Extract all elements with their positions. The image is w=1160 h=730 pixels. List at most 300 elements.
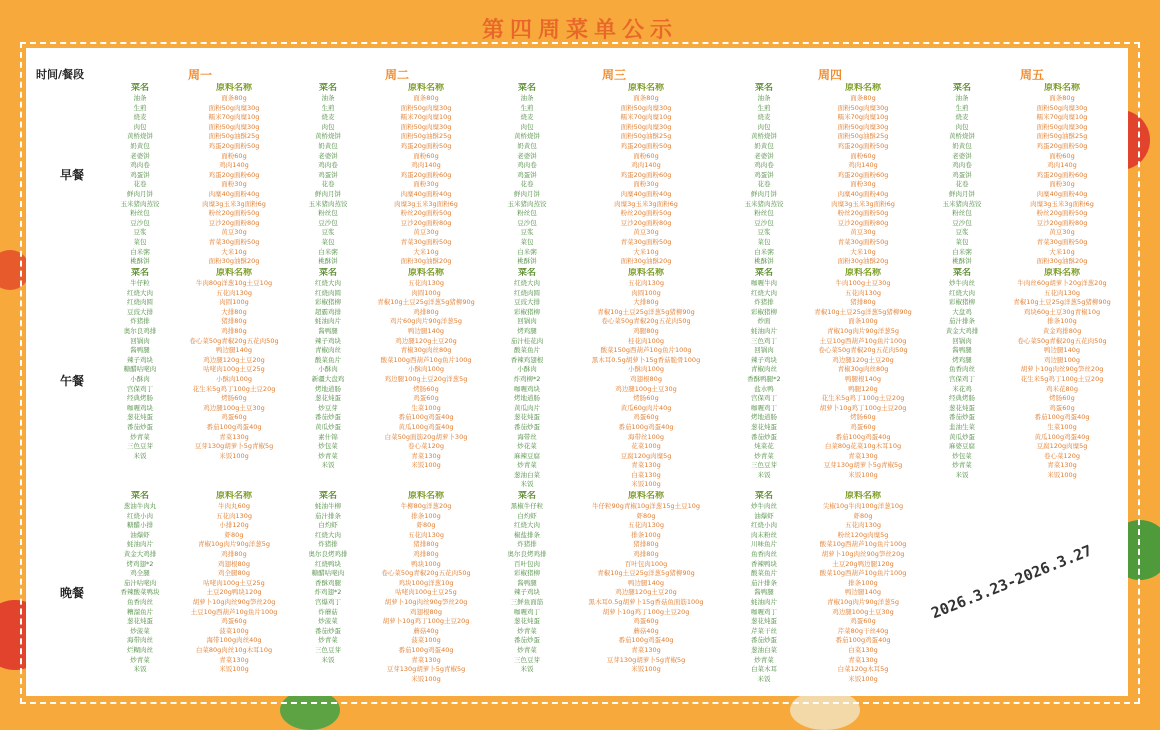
dish-cell: 糖醋小排	[127, 521, 153, 530]
time-meal-label: 时间/餐段	[36, 68, 85, 81]
ingredient-cell: 黄瓜100g鸡蛋40g	[1034, 432, 1090, 441]
dish-cell: 菜包	[955, 237, 969, 246]
ingredient-cell: 牛肉80g洋葱10g土豆10g	[195, 279, 273, 287]
dish-cell: 肉包	[520, 122, 534, 131]
dish-cell: 肉末粉丝	[751, 530, 777, 539]
dish-cell: 炖菜花	[754, 442, 774, 451]
ingredient-cell: 面粉50g肉糜30g	[208, 103, 260, 112]
dish-cell: 黄瓜肉片	[514, 403, 540, 412]
dish-cell: 玉米猪肉蒸饺	[744, 199, 784, 208]
dish-cell: 肉包	[133, 122, 147, 131]
ingredient-cell: 米饭100g	[848, 470, 878, 479]
ingredient-cell: 面粉50g肉糜30g	[1036, 103, 1088, 112]
dish-cell: 玉米猪肉蒸饺	[308, 199, 348, 208]
dish-cell: 桃酥饼	[318, 257, 338, 266]
dish-cell: 番茄炒蛋	[315, 626, 341, 635]
ingredient-cell: 五花肉130g	[844, 521, 882, 530]
ingredient-cell: 青菜30g面粉50g	[620, 237, 672, 246]
dish-cell: 咖喱牛肉	[751, 279, 777, 287]
ingredient-cell: 肉糜3g玉米3g面粉6g	[1030, 199, 1094, 208]
dish-cell: 红烧大肉	[315, 279, 341, 287]
dish-header: 菜名	[130, 268, 149, 278]
dish-cell: 川味鱼片	[751, 540, 777, 549]
dish-cell: 回锅肉	[754, 346, 774, 355]
ingredient-cell: 青菜30g面粉50g	[208, 237, 260, 246]
dish-header: 菜名	[318, 491, 337, 501]
dish-header: 菜名	[130, 83, 149, 93]
dish-cell: 肉包	[321, 122, 335, 131]
ingredient-cell: 青菜130g	[631, 645, 661, 654]
ingredient-cell: 肉糜40g面粉40g	[1036, 189, 1088, 198]
ingredient-cell: 卷心菜50g青椒20g五花肉50g	[189, 336, 279, 345]
ingredient-cell: 番茄100g鸡蛋40g	[618, 636, 674, 645]
ingredient-cell: 胡萝卜10g肉丝90g笋丝20g	[384, 597, 468, 606]
ingredient-cell: 芹菜80g干丝40g	[837, 626, 889, 635]
lunch-ingredient-column-tue	[366, 268, 486, 471]
ingredient-cell: 大米10g	[850, 247, 876, 256]
ingredient-header: 原料名称	[844, 491, 881, 501]
ingredient-cell: 鸡蛋60g	[221, 413, 247, 422]
ingredient-cell: 面粉60g	[1049, 151, 1075, 160]
dish-cell: 豆浆	[520, 228, 534, 237]
dish-cell: 豆豉大排	[514, 298, 540, 307]
dish-header: 菜名	[952, 268, 971, 278]
ingredient-cell: 卷心菜50g青椒20g五花肉50g	[381, 569, 471, 578]
ingredient-cell: 酸菜10g西葫芦10g鱼片100g	[819, 569, 907, 578]
dish-cell: 经典烤肠	[127, 394, 153, 403]
dish-cell: 肉包	[757, 122, 771, 131]
dish-cell: 豆豉大排	[127, 307, 153, 316]
dish-header: 菜名	[517, 268, 536, 278]
ingredient-cell: 黄金鸡排80g	[1042, 326, 1082, 335]
ingredient-cell: 肉糜3g玉米3g面粉6g	[394, 199, 458, 208]
dish-cell: 葱花炖蛋	[751, 422, 777, 431]
dish-cell: 葱油白菜	[751, 645, 777, 654]
dish-cell: 炸猪排	[130, 317, 150, 326]
ingredient-cell: 青椒10g土豆25g洋葱5g猪柳90g	[597, 307, 695, 316]
ingredient-cell: 烤肠60g	[221, 394, 247, 403]
dish-cell: 烤地道肠	[751, 413, 777, 422]
ingredient-cell: 鸡排80g	[221, 326, 247, 335]
ingredient-header: 原料名称	[407, 83, 444, 93]
ingredient-cell: 鸡米花80g	[1046, 384, 1078, 393]
dinner-ingredient-column-mon	[178, 491, 290, 675]
ingredient-cell: 土豆20g鸭块120g	[206, 588, 262, 597]
ingredient-header: 原料名称	[844, 268, 881, 278]
ingredient-cell: 面粉50g油酥25g	[400, 132, 452, 141]
ingredient-cell: 面粉30g油酥20g	[400, 257, 452, 266]
dish-cell: 炒豆芽	[318, 403, 338, 412]
ingredient-header: 原料名称	[215, 491, 252, 501]
dish-cell: 红烧肉圆	[315, 288, 341, 297]
dish-cell: 炒青菜	[517, 626, 537, 635]
ingredient-cell: 面条80g	[1049, 94, 1075, 102]
dish-cell: 彩椒猪柳	[514, 307, 540, 316]
dish-cell: 烧麦	[955, 113, 969, 122]
dish-cell: 白米粥	[754, 247, 774, 256]
ingredient-cell: 鸡片60g肉片90g洋葱5g	[389, 317, 463, 326]
ingredient-cell: 鸡边腿100g土豆30g	[832, 607, 894, 616]
plate-decoration	[790, 690, 860, 730]
dish-cell: 菜包	[757, 237, 771, 246]
ingredient-cell: 豆芽130g胡萝卜5g青椒5g	[823, 461, 903, 470]
ingredient-cell: 鸡蛋20g面粉50g	[208, 141, 260, 150]
dish-cell: 白灼虾	[318, 521, 338, 530]
dish-header: 菜名	[517, 83, 536, 93]
dish-cell: 奶黄包	[130, 141, 150, 150]
ingredient-cell: 面粉50g肉糜30g	[620, 103, 672, 112]
dish-cell: 炸猪排	[754, 298, 774, 307]
ingredient-cell: 肉圆100g	[631, 288, 661, 297]
ingredient-cell: 米饭100g	[411, 674, 441, 683]
ingredient-cell: 鸡肉140g	[219, 161, 249, 170]
ingredient-cell: 米饭100g	[631, 665, 661, 674]
dish-cell: 红烧肉圆	[514, 288, 540, 297]
dish-cell: 桃酥饼	[754, 257, 774, 266]
dish-cell: 香酥鸡腿	[315, 578, 341, 587]
ingredient-cell: 牛肉丝60g胡萝卜20g洋葱20g	[1017, 279, 1107, 287]
ingredient-cell: 糯米70g肉糜10g	[400, 113, 452, 122]
ingredient-cell: 青椒10g肉片90g洋葱5g	[826, 326, 900, 335]
ingredient-cell: 咕咾肉100g土豆25g	[395, 588, 457, 597]
dish-cell: 米饭	[520, 665, 534, 674]
dish-header: 菜名	[754, 268, 773, 278]
ingredient-cell: 青菜130g	[219, 432, 249, 441]
dish-cell: 鲜肉月饼	[751, 189, 777, 198]
ingredient-cell: 面粉50g油酥25g	[1036, 132, 1088, 141]
dish-cell: 奶黄包	[318, 141, 338, 150]
ingredient-cell: 豆腐120g肉糜5g	[620, 451, 672, 460]
ingredient-cell: 胡萝卜10g鸡丁100g土豆20g	[819, 403, 907, 412]
dish-cell: 番茄炒蛋	[949, 413, 975, 422]
ingredient-cell: 面粉60g	[850, 151, 876, 160]
dish-cell: 米饭	[520, 480, 534, 489]
dish-cell: 鸡蛋饼	[754, 170, 774, 179]
dish-header: 菜名	[754, 83, 773, 93]
meal-lunch: 午餐	[60, 374, 85, 388]
ingredient-cell: 面粉50g肉糜30g	[400, 122, 452, 131]
dish-cell: 咖喱鸡块	[127, 403, 153, 412]
day-monday: 周一	[188, 68, 213, 82]
dish-cell: 烤鸡翅*2	[126, 559, 154, 568]
ingredient-cell: 鸡边腿100g土豆30g	[615, 384, 677, 393]
dish-cell: 米饭	[133, 665, 147, 674]
ingredient-cell: 黄豆30g	[1049, 228, 1075, 237]
ingredient-header: 原料名称	[627, 491, 664, 501]
dish-cell: 烤鸡腿	[952, 355, 972, 364]
dish-cell: 辣子鸡块	[514, 588, 540, 597]
ingredient-cell: 糯米70g肉糜10g	[1036, 113, 1088, 122]
dish-cell: 炒青菜	[952, 461, 972, 470]
ingredient-header: 原料名称	[627, 83, 664, 93]
ingredient-cell: 番茄100g鸡蛋40g	[398, 413, 454, 422]
day-tuesday: 周二	[385, 68, 410, 82]
ingredient-cell: 肉糜40g面粉40g	[208, 189, 260, 198]
ingredient-cell: 鸡蛋20g面粉60g	[208, 170, 260, 179]
date-range: 2026.3.23-2026.3.27	[928, 541, 1095, 623]
ingredient-cell: 虾80g	[416, 521, 436, 530]
dish-cell: 炒包菜	[318, 442, 338, 451]
dish-cell: 奶黄包	[754, 141, 774, 150]
dish-cell: 奥尔良鸡排	[123, 326, 157, 335]
ingredient-cell: 大排80g	[221, 307, 247, 316]
dish-cell: 米饭	[133, 451, 147, 460]
ingredient-cell: 烤肠60g	[413, 384, 439, 393]
ingredient-cell: 菠菜100g	[219, 626, 249, 635]
dish-cell: 生煎	[321, 103, 335, 112]
dish-cell: 豆浆	[955, 228, 969, 237]
ingredient-cell: 小排120g	[219, 521, 249, 530]
breakfast-dish-column-fri	[930, 83, 994, 267]
dish-cell: 红烧大肉	[514, 521, 540, 530]
ingredient-cell: 黄豆30g	[413, 228, 439, 237]
dish-cell: 鱼香肉丝	[949, 365, 975, 374]
lunch-ingredient-column-thu	[802, 268, 924, 480]
dish-cell: 炒青菜	[318, 636, 338, 645]
dish-cell: 黄金大鸡排	[123, 549, 157, 558]
dish-cell: 炸猪排	[517, 540, 537, 549]
dish-cell: 葱油白菜	[514, 470, 540, 479]
meal-breakfast: 早餐	[60, 168, 85, 182]
ingredient-cell: 面条80g	[413, 94, 439, 102]
ingredient-cell: 面粉50g肉糜30g	[1036, 122, 1088, 131]
breakfast-dish-column-mon	[108, 83, 172, 267]
ingredient-cell: 鸡边腿120g土豆20g	[395, 336, 457, 345]
dish-cell: 蚝油牛柳	[315, 502, 341, 510]
dish-cell: 黄桥烧饼	[949, 132, 975, 141]
dish-cell: 白米粥	[517, 247, 537, 256]
dish-cell: 番茄炒蛋	[751, 636, 777, 645]
ingredient-cell: 青菜130g	[848, 451, 878, 460]
ingredient-cell: 白菜130g	[631, 470, 661, 479]
ingredient-cell: 青椒10g土豆25g洋葱5g猪柳90g	[814, 307, 912, 316]
ingredient-cell: 鸡蛋20g面粉60g	[837, 170, 889, 179]
ingredient-cell: 面粉50g油酥25g	[208, 132, 260, 141]
ingredient-header: 原料名称	[844, 83, 881, 93]
dish-cell: 酱鸭腿	[754, 588, 774, 597]
ingredient-cell: 青椒10g土豆25g洋葱5g猪柳90g	[1013, 298, 1111, 307]
ingredient-cell: 青椒30g肉丝80g	[837, 365, 889, 374]
ingredient-cell: 鸡蛋60g	[413, 394, 439, 403]
ingredient-cell: 面粉50g油酥25g	[620, 132, 672, 141]
ingredient-cell: 鸡蛋60g	[1049, 403, 1075, 412]
dish-cell: 烤地道肠	[514, 394, 540, 403]
dish-cell: 酱鸭腿	[130, 346, 150, 355]
ingredient-cell: 烤肠60g	[1049, 394, 1075, 403]
dish-cell: 红烧大肉	[751, 288, 777, 297]
ingredient-cell: 肉圆100g	[219, 298, 249, 307]
dish-cell: 老婆饼	[754, 151, 774, 160]
ingredient-header: 原料名称	[1043, 83, 1080, 93]
ingredient-cell: 鸡蛋20g面粉50g	[400, 141, 452, 150]
dish-cell: 鱼香肉丝	[127, 597, 153, 606]
dish-cell: 炒青菜	[517, 645, 537, 654]
dinner-dish-column-thu	[732, 491, 796, 684]
dish-cell: 小酥肉	[318, 365, 338, 374]
ingredient-cell: 面粉50g肉糜30g	[837, 122, 889, 131]
dish-cell: 炒牛肉丝	[751, 502, 777, 510]
dish-cell: 豆沙包	[318, 218, 338, 227]
ingredient-cell: 鸡蛋60g	[850, 422, 876, 431]
ingredient-cell: 白菜130g	[848, 645, 878, 654]
ingredient-cell: 黄瓜100g鸡蛋40g	[398, 422, 454, 431]
dinner-dish-column-mon	[108, 491, 172, 675]
ingredient-cell: 鸭边腿140g	[627, 578, 665, 587]
dish-cell: 百叶包肉	[514, 559, 540, 568]
ingredient-cell: 鸡排80g	[221, 549, 247, 558]
dish-cell: 三色鸡丁	[751, 336, 777, 345]
dish-cell: 红烧小肉	[127, 511, 153, 520]
ingredient-cell: 面粉30g	[221, 180, 247, 189]
breakfast-dish-column-wed	[494, 83, 560, 267]
ingredient-cell: 排条100g	[631, 530, 661, 539]
dish-cell: 炒面	[757, 317, 771, 326]
dish-cell: 白米粥	[130, 247, 150, 256]
ingredient-cell: 酸菜150g西葫芦10g鱼片100g	[600, 346, 692, 355]
dish-cell: 盐水鸭	[754, 384, 774, 393]
dish-cell: 米饭	[955, 470, 969, 479]
ingredient-cell: 排条100g	[848, 578, 878, 587]
ingredient-cell: 面粉60g	[413, 151, 439, 160]
dish-cell: 玉米猪肉蒸饺	[507, 199, 547, 208]
dish-cell: 粉丝包	[130, 209, 150, 218]
ingredient-cell: 虾80g	[853, 511, 873, 520]
ingredient-cell: 豆沙20g面粉80g	[620, 218, 672, 227]
ingredient-cell: 面粉60g	[221, 151, 247, 160]
ingredient-cell: 五花肉130g	[844, 288, 882, 297]
dish-cell: 红烧小肉	[751, 521, 777, 530]
dish-cell: 桃酥饼	[130, 257, 150, 266]
dish-cell: 红烧鸭块	[315, 559, 341, 568]
dish-cell: 糖醋咕咾肉	[123, 365, 157, 374]
dish-cell: 辣子鸡块	[315, 336, 341, 345]
lunch-dish-column-tue	[296, 268, 360, 471]
dish-cell: 酸菜鱼片	[751, 569, 777, 578]
dish-cell: 油条	[757, 94, 771, 102]
day-thursday: 周四	[818, 68, 843, 82]
ingredient-cell: 排条100g	[411, 511, 441, 520]
ingredient-cell: 糯米70g肉糜10g	[620, 113, 672, 122]
dish-cell: 花卷	[321, 180, 335, 189]
dish-cell: 宫爆鸡丁	[315, 597, 341, 606]
dish-cell: 回锅肉	[517, 317, 537, 326]
lunch-ingredient-column-fri	[1000, 268, 1124, 480]
ingredient-cell: 白菜80g肉丝10g木耳10g	[195, 645, 273, 654]
ingredient-cell: 排条100g	[1047, 317, 1077, 326]
ingredient-cell: 鸡蛋20g面粉60g	[400, 170, 452, 179]
dish-cell: 油爆虾	[130, 530, 150, 539]
lettuce-decoration	[280, 690, 340, 730]
ingredient-cell: 黄豆30g	[633, 228, 659, 237]
dish-cell: 烤鸡腿	[517, 326, 537, 335]
ingredient-cell: 鸡蛋60g	[633, 413, 659, 422]
ingredient-cell: 白菜80g花菜10g木耳10g	[824, 442, 902, 451]
dish-cell: 红烧大肉	[315, 530, 341, 539]
dish-cell: 白菜木耳	[751, 665, 777, 674]
ingredient-cell: 青菜30g面粉50g	[1036, 237, 1088, 246]
dish-cell: 番茄炒蛋	[514, 422, 540, 431]
ingredient-cell: 五花肉130g	[215, 288, 253, 297]
ingredient-cell: 花生米5g鸡丁100g土豆20g	[1020, 374, 1104, 383]
ingredient-cell: 五花肉130g	[407, 530, 445, 539]
ingredient-cell: 蘑菇40g	[413, 626, 439, 635]
ingredient-cell: 肉糜40g面粉40g	[837, 189, 889, 198]
dish-cell: 奥尔良烤鸡排	[308, 549, 348, 558]
ingredient-cell: 鸡蛋20g面粉60g	[1036, 170, 1088, 179]
ingredient-cell: 面粉30g油酥20g	[208, 257, 260, 266]
dish-cell: 红烧大肉	[949, 288, 975, 297]
dish-cell: 葱花炖蛋	[127, 617, 153, 626]
ingredient-cell: 番茄100g鸡蛋40g	[1034, 413, 1090, 422]
dish-cell: 油条	[955, 94, 969, 102]
ingredient-cell: 酸菜10g西葫芦10g鱼片100g	[819, 540, 907, 549]
breakfast-ingredient-column-wed	[566, 83, 726, 267]
dish-cell: 老婆饼	[318, 151, 338, 160]
dish-cell: 回锅肉	[130, 336, 150, 345]
ingredient-header: 原料名称	[407, 268, 444, 278]
ingredient-cell: 鸭边腿140g	[1043, 346, 1081, 355]
dish-cell: 小酥肉	[130, 374, 150, 383]
ingredient-cell: 大米10g	[413, 247, 439, 256]
ingredient-header: 原料名称	[1043, 268, 1080, 278]
ingredient-cell: 胡萝卜10g肉丝90g笋丝20g	[192, 597, 276, 606]
dinner-ingredient-column-tue	[366, 491, 486, 684]
ingredient-cell: 土豆10g西葫芦10g鱼片100g	[819, 336, 907, 345]
ingredient-cell: 生菜100g	[1047, 422, 1077, 431]
dish-cell: 三色豆芽	[514, 655, 540, 664]
ingredient-cell: 鸭腿根140g	[844, 374, 882, 383]
dish-cell: 白灼虾	[517, 511, 537, 520]
ingredient-cell: 黄瓜60g肉片40g	[620, 403, 672, 412]
ingredient-cell: 青菜130g	[848, 655, 878, 664]
ingredient-cell: 胡萝卜10g肉丝90g笋丝20g	[1020, 365, 1104, 374]
breakfast-dish-column-tue	[296, 83, 360, 267]
ingredient-cell: 面粉30g	[1049, 180, 1075, 189]
dish-cell: 葱花炖蛋	[315, 394, 341, 403]
dish-cell: 茄汁排条	[751, 578, 777, 587]
dish-cell: 炒青菜	[754, 451, 774, 460]
dish-cell: 花卷	[757, 180, 771, 189]
dish-cell: 芹菜干丝	[751, 626, 777, 635]
dish-cell: 生煎	[955, 103, 969, 112]
dish-cell: 豆浆	[757, 228, 771, 237]
ingredient-cell: 牛肉丸60g	[218, 502, 250, 510]
ingredient-header: 原料名称	[215, 83, 252, 93]
ingredient-cell: 番茄100g鸡蛋40g	[835, 636, 891, 645]
dish-header: 菜名	[130, 491, 149, 501]
ingredient-cell: 番茄100g鸡蛋40g	[398, 645, 454, 654]
ingredient-cell: 番茄100g鸡蛋40g	[618, 422, 674, 431]
dish-cell: 炒青菜	[318, 451, 338, 460]
dish-cell: 奥尔良烤鸡排	[507, 549, 547, 558]
dish-cell: 红烧大肉	[514, 279, 540, 287]
dish-cell: 酱鸭腿	[318, 326, 338, 335]
ingredient-cell: 面粉30g	[850, 180, 876, 189]
dish-cell: 炒青菜	[130, 432, 150, 441]
ingredient-cell: 鸭块100g	[411, 559, 441, 568]
ingredient-cell: 咕咾肉100g土豆25g	[203, 365, 265, 374]
ingredient-cell: 鸡边腿120g土豆20g	[832, 355, 894, 364]
dish-cell: 番茄炒蛋	[315, 413, 341, 422]
dish-cell: 鸡蛋饼	[130, 170, 150, 179]
dish-cell: 豆沙包	[952, 218, 972, 227]
ingredient-cell: 面粉30g油酥20g	[620, 257, 672, 266]
ingredient-cell: 鸡排80g	[633, 549, 659, 558]
dish-cell: 炒青菜	[754, 655, 774, 664]
ingredient-cell: 土豆10g西葫芦10g鱼片100g	[190, 607, 278, 616]
ingredient-cell: 鸡块60g土豆30g青椒10g	[1023, 307, 1101, 316]
ingredient-cell: 鸭边腿140g	[407, 326, 445, 335]
